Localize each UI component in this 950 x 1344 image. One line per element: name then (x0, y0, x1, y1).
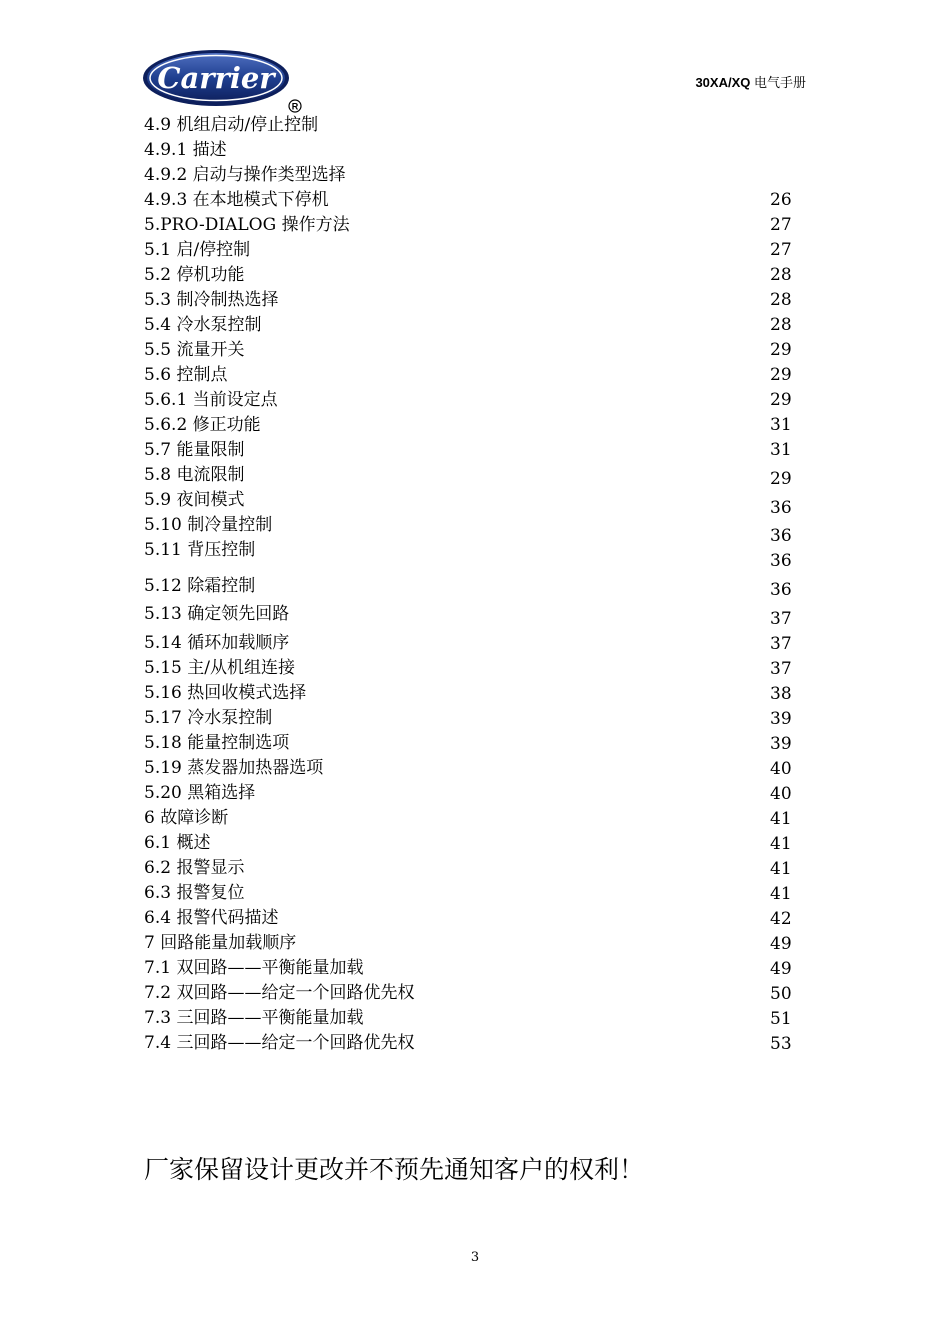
toc-entry-title: 5.15 主/从机组连接 (144, 658, 295, 678)
toc-entry-page: 51 (770, 1009, 792, 1029)
toc-entry-title: 5.3 制冷制热选择 (144, 290, 279, 310)
toc-entry-page: 39 (770, 709, 792, 729)
toc-entry-page: 28 (770, 315, 792, 335)
toc-entry-title: 5.12 除霜控制 (144, 576, 256, 596)
header-model: 30XA/XQ (695, 75, 751, 90)
toc-entry-title: 5.17 冷水泵控制 (144, 708, 273, 728)
toc-entry-page: 42 (770, 909, 792, 929)
toc-entry-title: 5.5 流量开关 (144, 340, 245, 360)
toc-entry-title: 5.6.2 修正功能 (144, 415, 261, 435)
toc-entry-title: 6 故障诊断 (144, 808, 229, 828)
toc-entry-page: 53 (770, 1034, 792, 1054)
toc-entry-page: 49 (770, 934, 792, 954)
logo-wordmark: Carrier (157, 61, 275, 95)
toc-entry-title: 7 回路能量加载顺序 (144, 933, 297, 953)
toc-entry-page: 36 (770, 551, 792, 571)
toc-entry-page: 40 (770, 784, 792, 804)
toc-entry-page: 38 (770, 684, 792, 704)
toc-entry-title: 5.19 蒸发器加热器选项 (144, 758, 324, 778)
toc-entry-page: 36 (770, 526, 792, 546)
toc-entry-title: 5.9 夜间模式 (144, 490, 245, 510)
toc-entry-title: 5.10 制冷量控制 (144, 515, 273, 535)
toc-entry-page: 41 (770, 884, 792, 904)
toc-entry-page: 41 (770, 859, 792, 879)
toc-entry-title: 4.9.1 描述 (144, 140, 227, 160)
toc-entry-title: 7.2 双回路——给定一个回路优先权 (144, 983, 415, 1003)
toc-entry-page: 29 (770, 390, 792, 410)
toc-entry-title: 5.14 循环加载顺序 (144, 633, 290, 653)
toc-entry-page: 41 (770, 809, 792, 829)
toc-entry-title: 6.1 概述 (144, 833, 211, 853)
toc-entry-page: 37 (770, 609, 792, 629)
toc-entry-title: 6.4 报警代码描述 (144, 908, 279, 928)
toc-entry-page: 50 (770, 984, 792, 1004)
toc-entry-title: 5.7 能量限制 (144, 440, 245, 460)
toc-entry-title: 5.4 冷水泵控制 (144, 315, 262, 335)
toc-entry-page: 31 (770, 415, 792, 435)
toc-entry-title: 5.6 控制点 (144, 365, 228, 385)
toc-entry-title: 4.9.3 在本地模式下停机 (144, 190, 329, 210)
toc-entry-title: 5.2 停机功能 (144, 265, 245, 285)
toc-entry-page: 36 (770, 580, 792, 600)
toc-entry-title: 5.13 确定领先回路 (144, 604, 290, 624)
toc-entry-page: 36 (770, 498, 792, 518)
toc-entry-page: 41 (770, 834, 792, 854)
toc-entry-page: 27 (770, 240, 792, 260)
disclaimer: 厂家保留设计更改并不预先通知客户的权利！ (144, 1155, 645, 1184)
toc-entry-page: 29 (770, 340, 792, 360)
toc-entry-page: 29 (770, 365, 792, 385)
toc-entry-page: 28 (770, 290, 792, 310)
toc-entry-page: 49 (770, 959, 792, 979)
toc-entry-title: 5.18 能量控制选项 (144, 733, 290, 753)
toc-entry-page: 31 (770, 440, 792, 460)
toc-entry-title: 5.PRO-DIALOG 操作方法 (144, 215, 350, 235)
toc-entry-title: 4.9 机组启动/停止控制 (144, 115, 319, 135)
toc-entry-title: 5.11 背压控制 (144, 540, 256, 560)
toc-entry-page: 27 (770, 215, 792, 235)
toc-entry-page: 37 (770, 659, 792, 679)
toc-entry-title: 5.20 黑箱选择 (144, 783, 256, 803)
toc-entry-title: 6.3 报警复位 (144, 883, 245, 903)
toc-entry-title: 7.4 三回路——给定一个回路优先权 (144, 1033, 415, 1053)
toc-entry-title: 5.6.1 当前设定点 (144, 390, 278, 410)
toc-entry-page: 28 (770, 265, 792, 285)
toc-entry-page: 37 (770, 634, 792, 654)
toc-entry-page: 40 (770, 759, 792, 779)
page-number: 3 (470, 1250, 480, 1265)
toc-entry-title: 7.3 三回路——平衡能量加载 (144, 1008, 364, 1028)
toc-entry-page: 29 (770, 469, 792, 489)
toc-entry-page: 26 (770, 190, 792, 210)
toc-entry-title: 5.1 启/停控制 (144, 240, 251, 260)
toc-entry-title: 6.2 报警显示 (144, 858, 245, 878)
toc-entry-title: 5.16 热回收模式选择 (144, 683, 307, 703)
toc-entry-title: 4.9.2 启动与操作类型选择 (144, 165, 346, 185)
toc-entry-title: 7.1 双回路——平衡能量加载 (144, 958, 364, 978)
toc-entry-page: 39 (770, 734, 792, 754)
header-suffix: 电气手册 (753, 76, 806, 91)
toc-entry-title: 5.8 电流限制 (144, 465, 245, 485)
registered-mark: R (291, 101, 299, 112)
